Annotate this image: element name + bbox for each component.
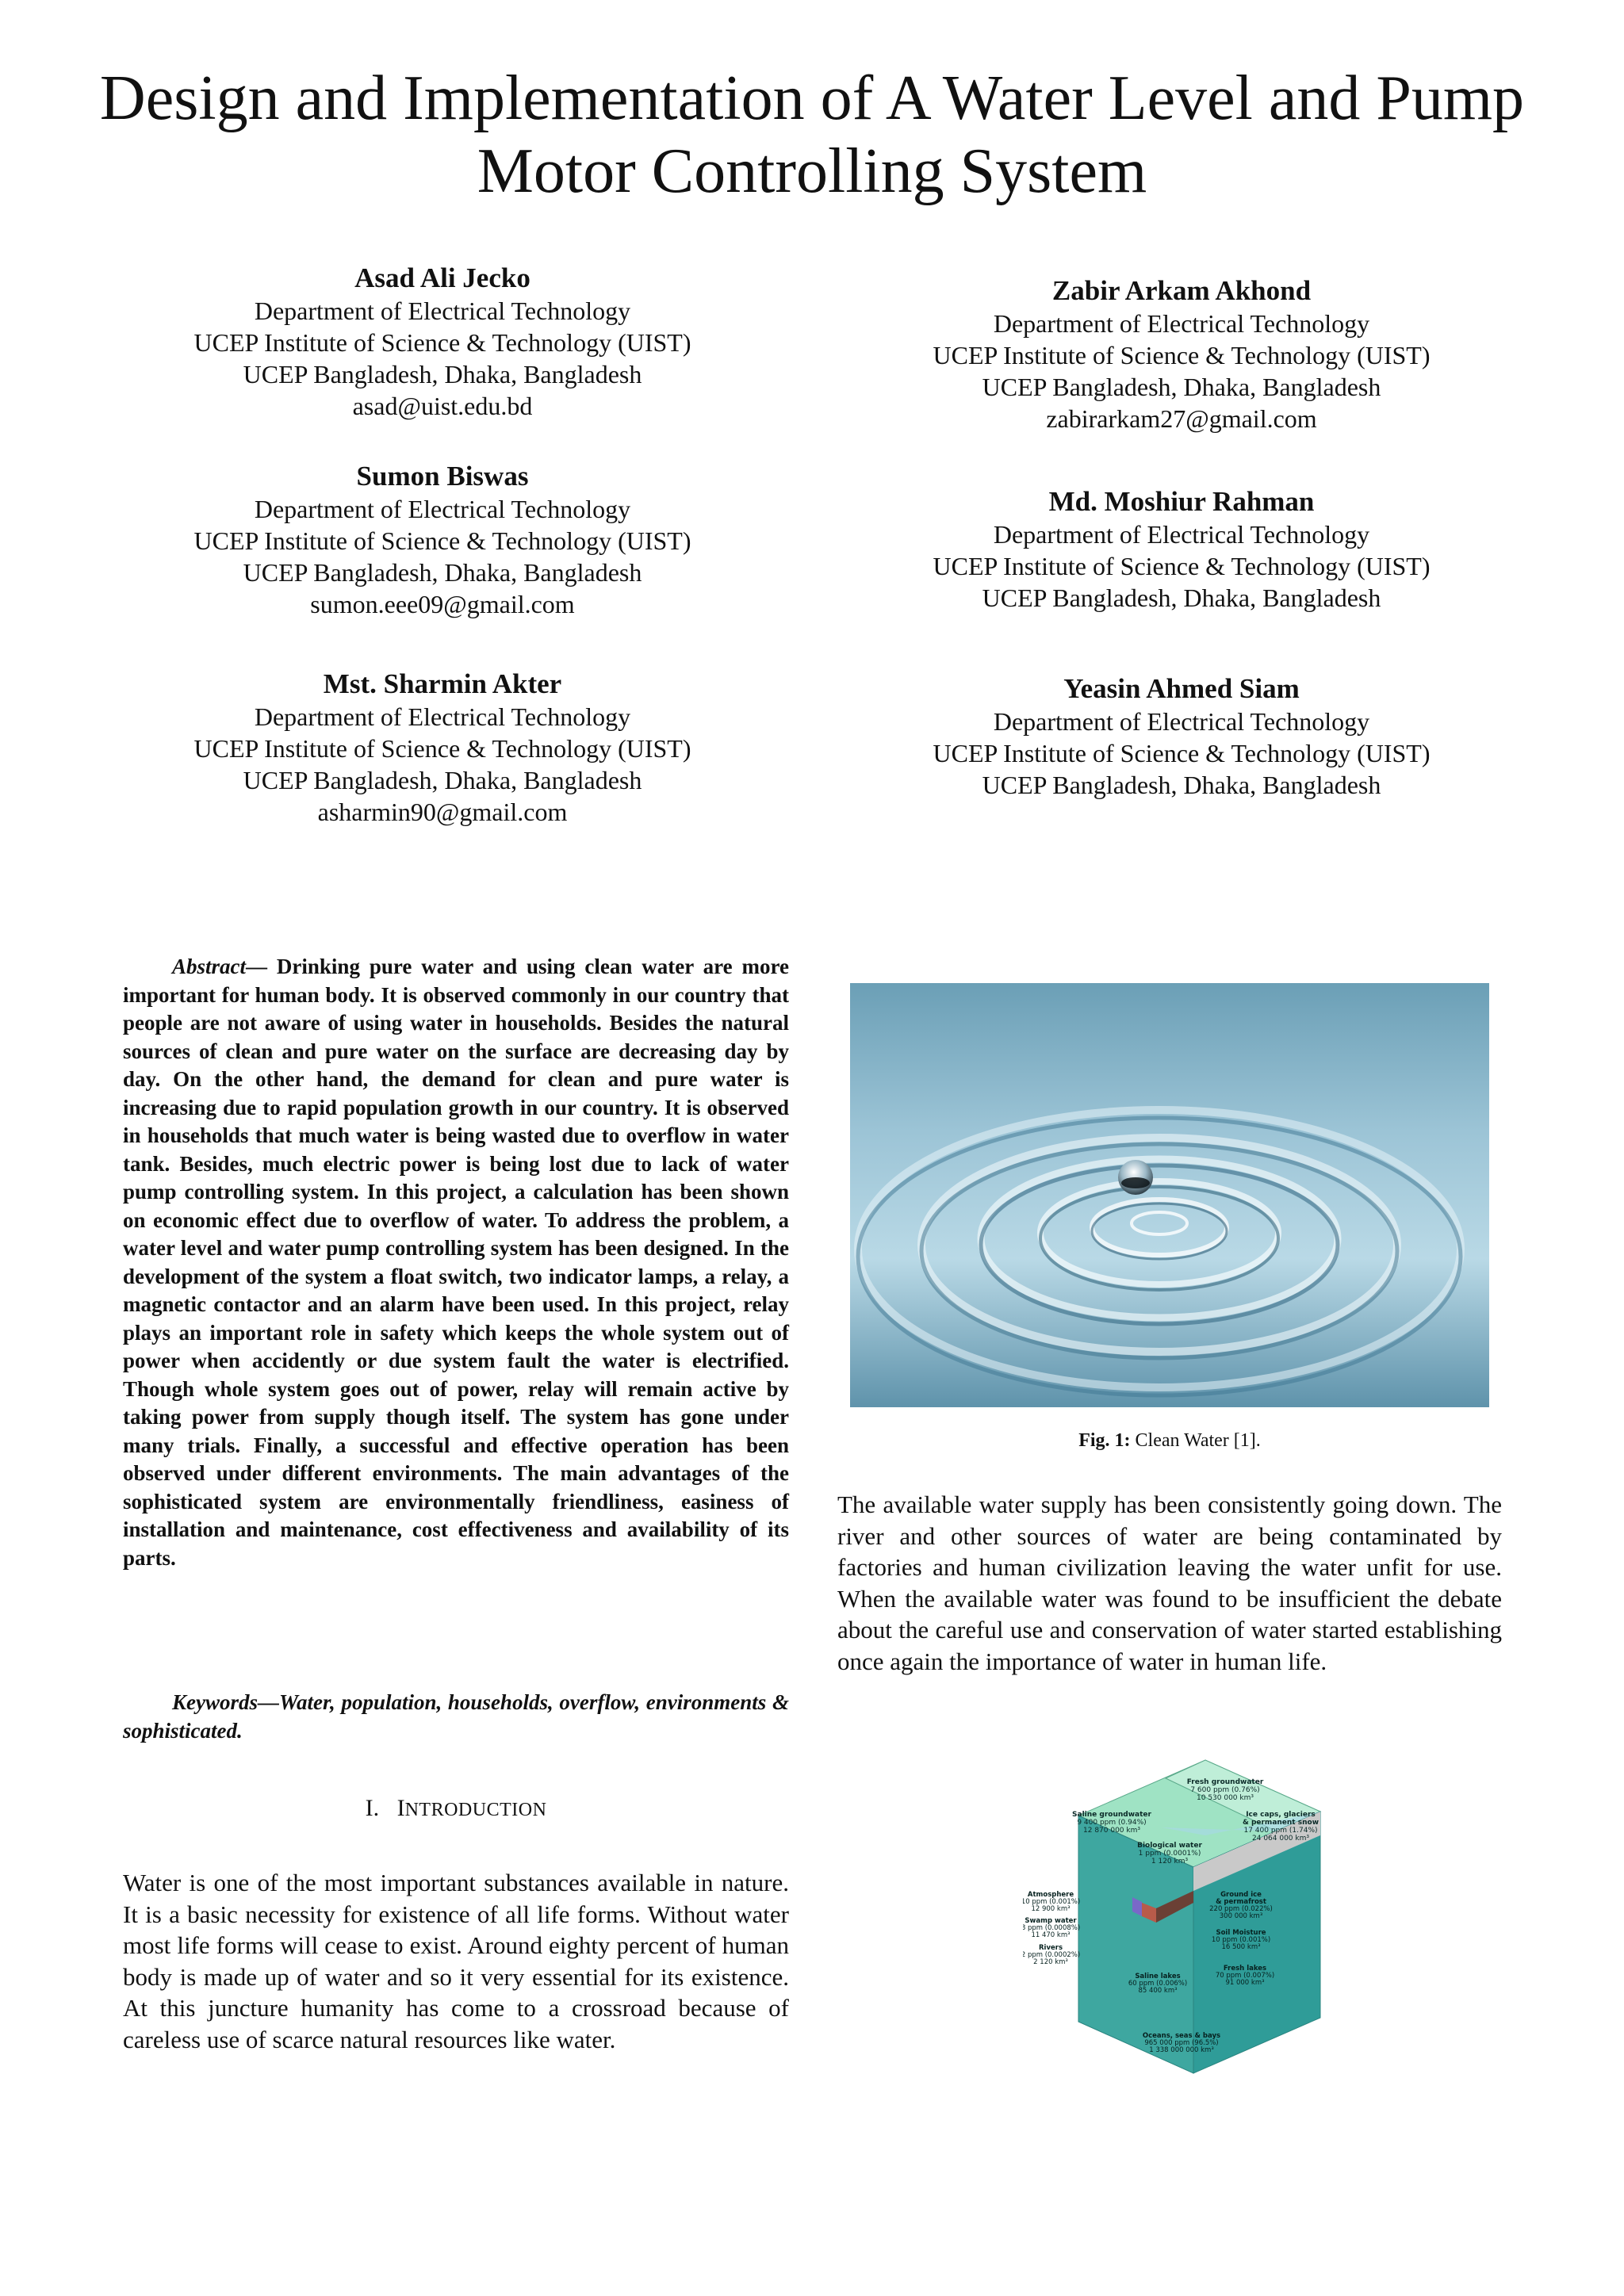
- section-title-rest: NTRODUCTION: [404, 1800, 547, 1820]
- label-swamp-water-volume: 11 470 km³: [1031, 1931, 1071, 1939]
- author-location: UCEP Bangladesh, Dhaka, Bangladesh: [982, 373, 1381, 401]
- label-oceans-title: Oceans, seas & bays: [1142, 2032, 1221, 2040]
- figure-water-distribution-cube: [1023, 1740, 1340, 2081]
- author-location: UCEP Bangladesh, Dhaka, Bangladesh: [982, 584, 1381, 612]
- label-ground-ice-title: Ground ice: [1220, 1891, 1262, 1899]
- author-name: Mst. Sharmin Akter: [323, 668, 562, 699]
- author-department: Department of Electrical Technology: [993, 520, 1370, 549]
- author-institute: UCEP Institute of Science & Technology (UIST): [933, 739, 1431, 767]
- author-name: Yeasin Ahmed Siam: [1063, 673, 1300, 704]
- author-block: [86, 262, 799, 422]
- label-ground-ice-ppm: 220 ppm (0.022%): [1209, 1905, 1273, 1913]
- abstract-text: Drinking pure water and using clean water are more important for human body. It is observed commonly in our country that people are not aware of using water in households. Besides the natural sources of clean and pure water on the surface are decreasing day by day. On the other hand, the demand for clean and pure water is increasing due to rapid population growth in our country. It is observed in households that much water is being wasted due to overflow in water tank. Besides, much electric power is being lost due to lack of water pump controlling system. In this project, a calculation has been shown on economic effect due to overflow of water. To address the problem, a water level and water pump controlling system has been designed. In the development of the system a float switch, two indicator lamps, a relay, a magnetic contactor and an alarm have been used. In this project, relay plays an important role in safety which keeps the whole system out of power when accidently or due system fault the water is electrified. Though whole system goes out of power, relay will remain active by taking power from supply though itself. The system has gone under many trials. Finally, a successful and effective operation has been observed under different environments. The main advantages of the sophisticated system are environmentally friendliness, easiness of installation and maintenance, cost effectiveness and availability of its parts.: [123, 955, 789, 1570]
- label-fresh-groundwater-volume: 10 530 000 km³: [1197, 1794, 1254, 1802]
- label-ground-ice-title-2: & permafrost: [1216, 1898, 1266, 1906]
- abstract-dash: —: [246, 955, 277, 978]
- figure-1-caption-text: Clean Water [1].: [1135, 1430, 1261, 1451]
- label-ice-caps-ppm: 17 400 ppm (1.74%): [1243, 1827, 1318, 1835]
- label-saline-groundwater-ppm: 9 400 ppm (0.94%): [1077, 1819, 1147, 1827]
- author-department: Department of Electrical Technology: [993, 707, 1370, 736]
- water-drop-image: [850, 983, 1489, 1407]
- author-email: sumon.eee09@gmail.com: [310, 590, 575, 618]
- figure-clean-water: [850, 983, 1489, 1407]
- label-fresh-groundwater-ppm: 7 600 ppm (0.76%): [1190, 1786, 1260, 1794]
- author-block: [825, 274, 1538, 434]
- author-institute: UCEP Institute of Science & Technology (UIST): [193, 328, 691, 357]
- author-department: Department of Electrical Technology: [254, 297, 631, 325]
- author-location: UCEP Bangladesh, Dhaka, Bangladesh: [982, 771, 1381, 799]
- label-oceans-volume: 1 338 000 000 km³: [1149, 2046, 1214, 2054]
- label-fresh-lakes-title: Fresh lakes: [1223, 1965, 1267, 1973]
- label-oceans-ppm: 965 000 ppm (96.5%): [1144, 2039, 1219, 2047]
- label-saline-lakes-ppm: 60 ppm (0.006%): [1128, 1980, 1188, 1988]
- label-saline-groundwater-volume: 12 870 000 km³: [1083, 1827, 1140, 1835]
- label-ground-ice-volume: 300 000 km³: [1219, 1912, 1263, 1920]
- author-email: asad@uist.edu.bd: [352, 392, 533, 420]
- author-department: Department of Electrical Technology: [254, 702, 631, 731]
- keywords: Keywords—Water, population, households, overflow, environments & sophisticated.: [123, 1690, 789, 1743]
- author-institute: UCEP Institute of Science & Technology (UIST): [193, 734, 691, 763]
- label-ice-caps-title-2: & permanent snow: [1242, 1819, 1320, 1827]
- abstract: [123, 953, 789, 1572]
- body-paragraph: The available water supply has been consistently going down. The river and other sources of water are being contaminated by factories and human civilization leaving the water unfit for use. When the available water was found to be insufficient the debate about the careful use and conservation of water started establishing once again the importance of water in human life.: [837, 1490, 1502, 1675]
- author-name: Sumon Biswas: [356, 461, 529, 492]
- label-rivers-volume: 2 120 km³: [1033, 1958, 1068, 1966]
- figure-1-caption: [837, 1430, 1502, 1452]
- label-saline-lakes-volume: 85 400 km³: [1138, 1987, 1178, 1995]
- label-fresh-lakes-volume: 91 000 km³: [1225, 1979, 1265, 1987]
- label-biological-water-volume: 1 120 km³: [1151, 1858, 1189, 1866]
- author-name: Md. Moshiur Rahman: [1048, 486, 1315, 517]
- author-name: Asad Ali Jecko: [354, 262, 530, 293]
- label-soil-moisture-volume: 16 500 km³: [1221, 1943, 1261, 1951]
- author-email: zabirarkam27@gmail.com: [1046, 404, 1317, 433]
- author-department: Department of Electrical Technology: [254, 495, 631, 523]
- label-saline-lakes-title: Saline lakes: [1135, 1973, 1181, 1980]
- author-block: [825, 672, 1538, 801]
- author-location: UCEP Bangladesh, Dhaka, Bangladesh: [243, 360, 642, 388]
- author-institute: UCEP Institute of Science & Technology (UIST): [193, 526, 691, 555]
- label-ice-caps-title: Ice caps, glaciers: [1246, 1811, 1316, 1819]
- author-institute: UCEP Institute of Science & Technology (UIST): [933, 341, 1431, 369]
- label-atmosphere-title: Atmosphere: [1027, 1891, 1074, 1899]
- label-biological-water-ppm: 1 ppm (0.0001%): [1138, 1850, 1201, 1858]
- section-heading: [123, 1795, 789, 1822]
- label-rivers-title: Rivers: [1038, 1944, 1063, 1952]
- label-atmosphere-ppm: 10 ppm (0.001%): [1023, 1898, 1081, 1906]
- figure-1-label: Fig. 1:: [1078, 1430, 1131, 1451]
- author-location: UCEP Bangladesh, Dhaka, Bangladesh: [243, 558, 642, 587]
- label-saline-groundwater-title: Saline groundwater: [1072, 1811, 1151, 1819]
- author-institute: UCEP Institute of Science & Technology (UIST): [933, 552, 1431, 580]
- author-email: asharmin90@gmail.com: [317, 798, 568, 826]
- author-name: Zabir Arkam Akhond: [1051, 275, 1312, 306]
- label-soil-moisture-title: Soil Moisture: [1216, 1929, 1266, 1937]
- author-block: [825, 485, 1538, 614]
- section-title-first: I: [396, 1795, 405, 1821]
- label-fresh-lakes-ppm: 70 ppm (0.007%): [1215, 1972, 1275, 1980]
- author-block: [86, 668, 799, 828]
- label-ice-caps-volume: 24 064 000 km³: [1252, 1835, 1309, 1843]
- introduction-text: Water is one of the most important substances available in nature. It is a basic necessity for existence of all life forms. Without water most life forms will cease to exist. Around eighty percent of human body is made up of water and so it very essential for its existence. At this juncture humanity has come to a crossroad because of careless use of scarce natural resources like water.: [123, 1869, 789, 2053]
- section-number: I.: [365, 1795, 380, 1821]
- label-fresh-groundwater-title: Fresh groundwater: [1186, 1778, 1264, 1786]
- label-atmosphere-volume: 12 900 km³: [1031, 1905, 1071, 1913]
- abstract-label: Abstract: [172, 955, 247, 978]
- water-cube-diagram: [1023, 1740, 1340, 2081]
- label-rivers-ppm: 2 ppm (0.0002%): [1023, 1951, 1081, 1959]
- author-block: [86, 460, 799, 620]
- author-location: UCEP Bangladesh, Dhaka, Bangladesh: [243, 766, 642, 794]
- author-department: Department of Electrical Technology: [993, 309, 1370, 338]
- label-biological-water-title: Biological water: [1137, 1842, 1202, 1850]
- paper-title: Design and Implementation of A Water Level and Pump Motor Controlling System: [99, 63, 1525, 206]
- label-swamp-water-ppm: 8 ppm (0.0008%): [1023, 1924, 1081, 1932]
- label-soil-moisture-ppm: 10 ppm (0.001%): [1211, 1936, 1271, 1944]
- label-swamp-water-title: Swamp water: [1025, 1917, 1077, 1925]
